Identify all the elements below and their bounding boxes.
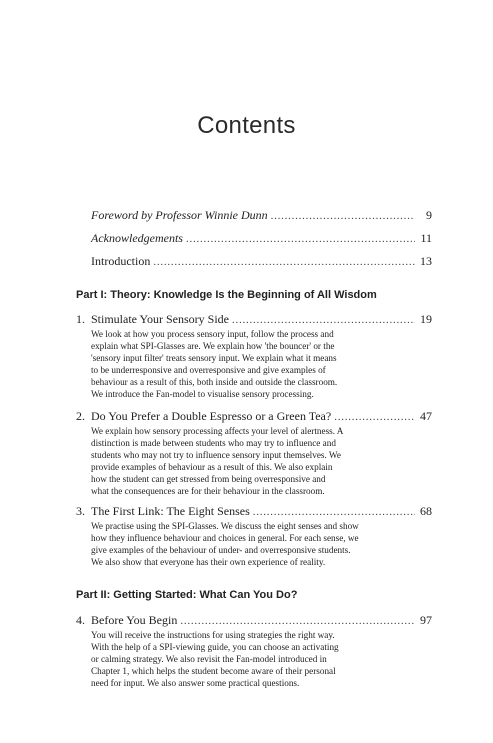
chapter-description	[91, 328, 381, 400]
leader-dots	[232, 313, 415, 327]
description-line: provide examples of behaviour as a result of this. We also explain	[91, 462, 333, 472]
description-line: We introduce the Fan-model to visualise sensory processing.	[91, 389, 314, 399]
description-line: to be underresponsive and overresponsive and give examples of	[91, 365, 326, 375]
toc-entry-acknowledgements[interactable]	[91, 231, 432, 246]
toc-entry-page: 13	[420, 254, 432, 268]
leader-dots	[153, 255, 415, 269]
toc-entry-foreword[interactable]	[91, 208, 432, 223]
toc-entry-page: 47	[420, 409, 432, 423]
toc-entry-chapter-3[interactable]	[91, 504, 432, 519]
chapter-number: 3.	[76, 504, 85, 518]
toc-entry-chapter-2[interactable]	[91, 409, 432, 424]
description-line: We look at how you process sensory input, follow the process and	[91, 329, 334, 339]
chapter-description	[91, 629, 381, 689]
description-line: need for input. We also answer some practical questions.	[91, 678, 300, 688]
toc-entry-page: 11	[420, 231, 432, 245]
chapter-description	[91, 520, 381, 568]
toc-entry-page: 19	[420, 312, 432, 326]
description-line: You will receive the instructions for using strategies the right way.	[91, 630, 335, 640]
toc-entry-title: Stimulate Your Sensory Side	[91, 312, 230, 326]
page-title: Contents	[197, 112, 296, 139]
description-line: give examples of the behaviour of under- and overresponsive students.	[91, 545, 351, 555]
description-line: Chapter 1, which helps the student become aware of their personal	[91, 666, 336, 676]
toc-entry-page: 68	[420, 504, 432, 518]
leader-dots	[334, 410, 415, 424]
leader-dots	[271, 209, 415, 223]
description-line: With the help of a SPI-viewing guide, you can choose an activating	[91, 642, 339, 652]
description-line: behaviour as a result of this, both inside and outside the classroom.	[91, 377, 338, 387]
leader-dots	[186, 232, 415, 246]
description-line: or calming strategy. We also revisit the Fan-model introduced in	[91, 654, 327, 664]
part-heading: Part II: Getting Started: What Can You Do?	[76, 589, 298, 601]
toc-entry-page: 97	[420, 613, 432, 627]
description-line: We also show that everyone has their own experience of reality.	[91, 557, 326, 567]
description-line: what the consequences are for their behaviour in the classroom.	[91, 486, 325, 496]
toc-entry-chapter-1[interactable]	[91, 312, 432, 327]
leader-dots	[180, 614, 415, 628]
description-line: how the student can get stressed from being overresponsive and	[91, 474, 326, 484]
toc-entry-chapter-4[interactable]	[91, 613, 432, 628]
chapter-number: 2.	[76, 409, 85, 423]
part-heading: Part I: Theory: Knowledge Is the Beginning of All Wisdom	[76, 289, 377, 301]
toc-entry-title: The First Link: The Eight Senses	[91, 504, 250, 518]
toc-entry-title: Do You Prefer a Double Espresso or a Green Tea?	[91, 409, 332, 423]
description-line: We explain how sensory processing affects your level of alertness. A	[91, 426, 344, 436]
toc-entry-title: Before You Begin	[91, 613, 178, 627]
description-line: 'sensory input filter' treats sensory input. We explain what it means	[91, 353, 337, 363]
chapter-description	[91, 425, 381, 497]
toc-entry-introduction[interactable]	[91, 254, 432, 269]
toc-entry-page: 9	[426, 208, 432, 222]
chapter-number: 1.	[76, 312, 85, 326]
description-line: distinction is made between students who may try to influence and	[91, 438, 336, 448]
description-line: how they influence behaviour and choices in general. For each sense, we	[91, 533, 359, 543]
description-line: explain what SPI-Glasses are. We explain how 'the bouncer' or the	[91, 341, 335, 351]
description-line: We practise using the SPI-Glasses. We discuss the eight senses and show	[91, 521, 359, 531]
toc-entry-title: Acknowledgements	[91, 231, 183, 245]
chapter-number: 4.	[76, 613, 85, 627]
leader-dots	[253, 505, 415, 519]
toc-entry-title: Foreword by Professor Winnie Dunn	[91, 208, 268, 222]
toc-entry-title: Introduction	[91, 254, 151, 268]
description-line: students who may not try to influence sensory input themselves. We	[91, 450, 341, 460]
